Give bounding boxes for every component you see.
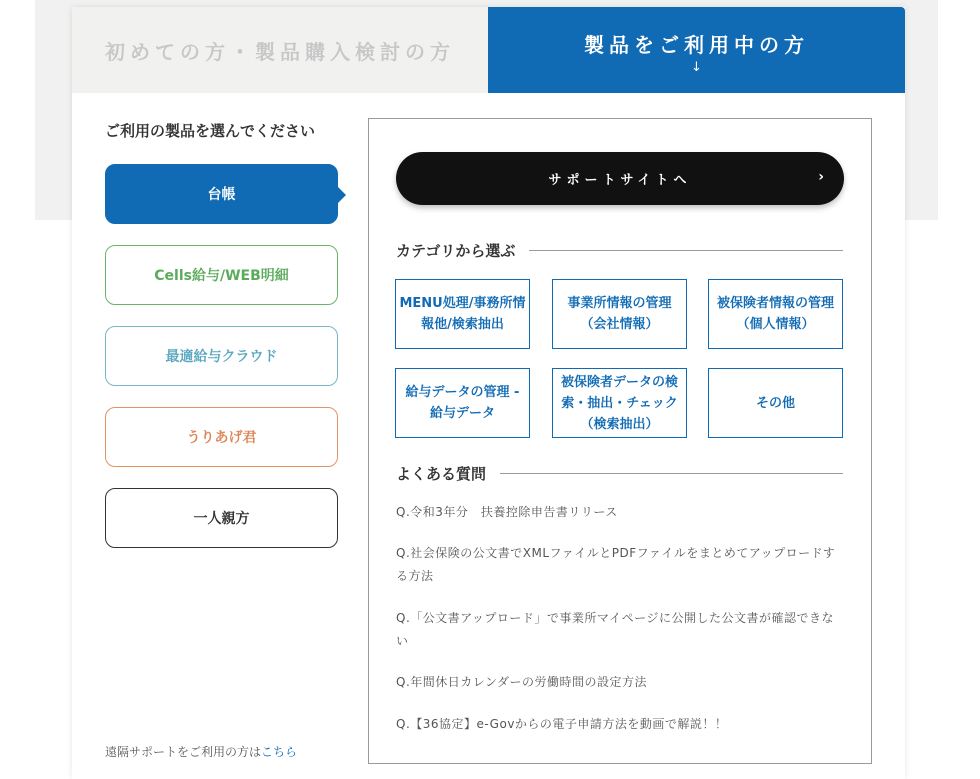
product-button-label: 一人親方 — [193, 511, 250, 527]
product-button-saiteki[interactable] — [105, 326, 338, 386]
product-detail-panel — [368, 118, 872, 764]
faq-section-header — [396, 463, 843, 483]
category-label: 給与データの管理 - 給与データ — [405, 385, 520, 421]
product-button-cells[interactable] — [105, 245, 338, 305]
support-site-button[interactable] — [396, 152, 844, 205]
tab-using-product-label: 製品をご利用中の方 — [584, 33, 809, 57]
category-other[interactable] — [708, 368, 843, 438]
product-button-label: 最適給与クラウド — [165, 349, 278, 365]
category-label: MENU処理/事務所情報他/検索抽出 — [399, 296, 526, 332]
category-payroll-data[interactable] — [395, 368, 530, 438]
faq-link[interactable]: Q.【36協定】e-Govからの電子申請方法を動画で解説！！ — [396, 717, 728, 731]
category-label: その他 — [755, 395, 795, 411]
divider — [500, 473, 843, 474]
product-button-label: 台帳 — [207, 187, 236, 203]
product-button-label: うりあげ君 — [186, 430, 257, 446]
category-label: 被保険者データの検索・抽出・チェック（検索抽出） — [560, 374, 678, 432]
divider — [529, 250, 843, 251]
tab-using-product[interactable] — [488, 7, 905, 93]
faq-link[interactable]: Q.年間休日カレンダーの労働時間の設定方法 — [396, 675, 647, 689]
category-section-header — [396, 240, 843, 260]
product-button-label: Cells給与/WEB明細 — [154, 268, 289, 284]
faq-link[interactable]: Q.令和3年分 扶養控除申告書リリース — [396, 505, 618, 519]
category-menu-office[interactable] — [395, 279, 530, 349]
remote-support-link[interactable]: こちら — [261, 745, 298, 759]
tab-first-time-label: 初めての方・製品購入検討の方 — [105, 39, 455, 64]
tab-first-time[interactable] — [72, 7, 488, 93]
product-support-card — [72, 7, 905, 779]
category-company-info[interactable] — [552, 279, 687, 349]
product-select-title: ご利用の製品を選んでください — [105, 122, 316, 140]
product-button-daicho[interactable] — [105, 164, 338, 224]
remote-support-prefix: 遠隔サポートをご利用の方は — [105, 745, 262, 759]
arrow-down-icon: ↓ — [691, 60, 702, 75]
category-insured-search[interactable] — [552, 368, 687, 438]
category-label: 被保険者情報の管理（個人情報） — [716, 296, 834, 332]
product-button-uriage[interactable] — [105, 407, 338, 467]
support-site-label: サポートサイトへ — [548, 173, 692, 188]
chevron-right-icon: › — [818, 169, 824, 185]
faq-section-title: よくある質問 — [396, 464, 487, 483]
category-label: 事業所情報の管理（会社情報） — [567, 296, 672, 332]
faq-link[interactable]: Q.「公文書アップロード」で事業所マイページに公開した公文書が確認できない — [396, 611, 834, 648]
product-button-hitori[interactable] — [105, 488, 338, 548]
remote-support-text — [105, 743, 297, 760]
category-section-title: カテゴリから選ぶ — [396, 241, 516, 260]
category-insured-info[interactable] — [708, 279, 843, 349]
faq-link[interactable]: Q.社会保険の公文書でXMLファイルとPDFファイルをまとめてアップロードする方法 — [396, 546, 836, 583]
